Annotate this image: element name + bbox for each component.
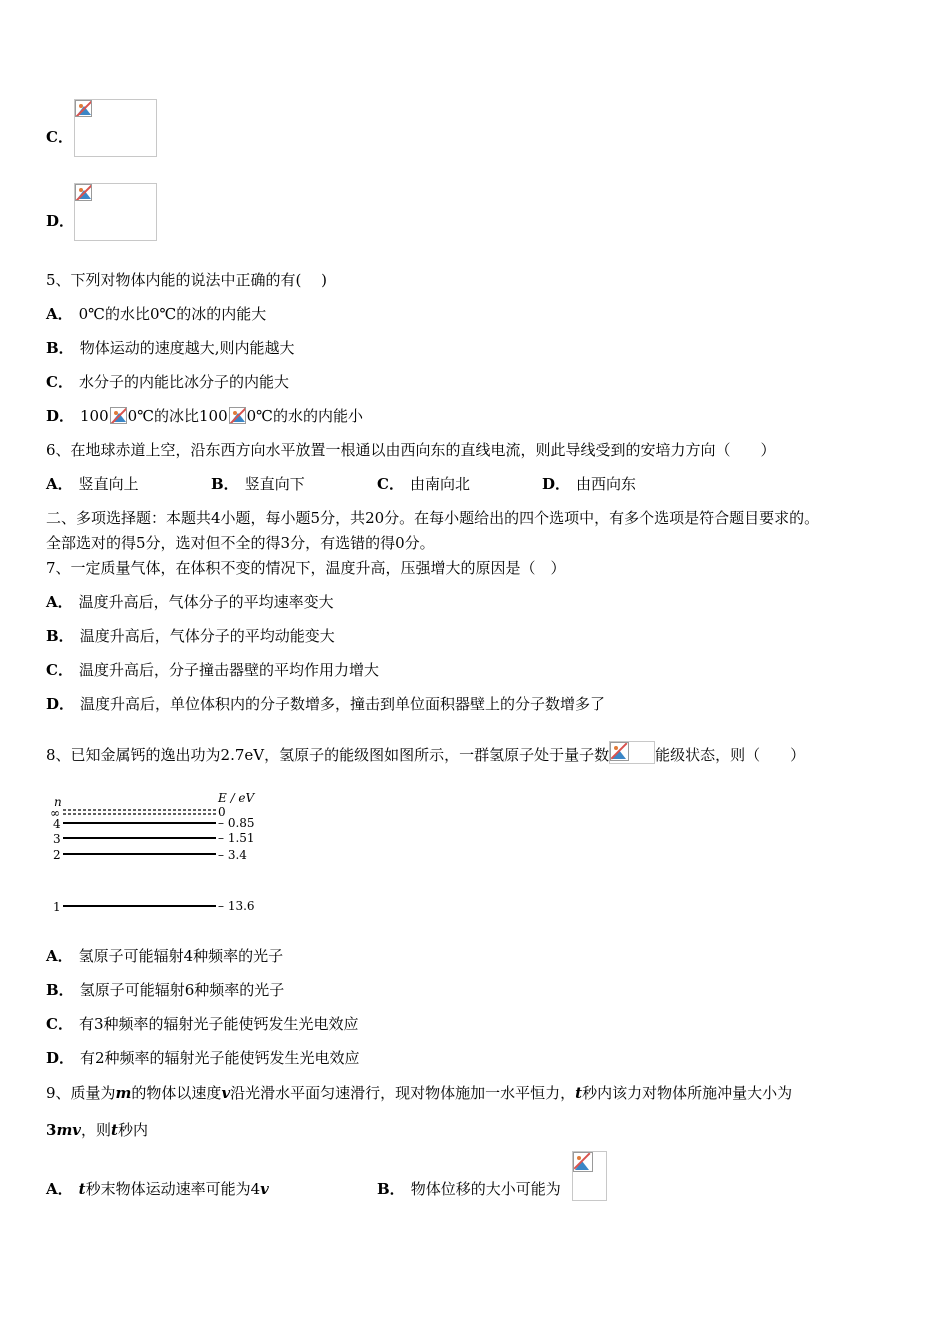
q6-stem: 6、在地球赤道上空，沿东西方向水平放置一根通以由西向东的直线电流，则此导线受到的安培力方向（ ） <box>46 441 776 459</box>
q8-option-d[interactable] <box>46 1048 360 1068</box>
option-text-1: 100 <box>80 407 109 425</box>
option-text: 水分子的内能比冰分子的内能大 <box>78 373 289 391</box>
level-n-inf: ∞ <box>50 806 60 820</box>
q8-stem-text-2: 能级状态，则（ ） <box>655 746 806 764</box>
q9-text-2: 的物体以速度 <box>131 1084 222 1102</box>
level-e-1: – 13.6 <box>218 899 255 913</box>
option-text: 物体位移的大小可能为 <box>410 1180 561 1198</box>
q7-option-b[interactable] <box>46 626 335 646</box>
q8-option-b[interactable] <box>46 980 284 1000</box>
q4-option-d-image <box>74 183 157 241</box>
diagram-n-label: n <box>54 795 62 809</box>
option-text: 有2种频率的辐射光子能使钙发生光电效应 <box>80 1049 360 1067</box>
q9-option-a[interactable] <box>46 1179 269 1199</box>
q6-option-c[interactable] <box>377 474 470 494</box>
q8-stem-image <box>609 741 655 764</box>
q9-var-m: m <box>115 1084 132 1102</box>
q6-option-b[interactable] <box>211 474 305 494</box>
q9-stem-line-1 <box>46 1083 792 1103</box>
q6-options-row <box>46 474 906 494</box>
option-label: D． <box>542 475 571 493</box>
option-text: 温度升高后，气体分子的平均速率变大 <box>78 593 334 611</box>
option-text: 0℃的水比0℃的冰的内能大 <box>78 305 267 323</box>
option-label: C． <box>377 475 404 493</box>
q4-option-c-image <box>74 99 157 157</box>
q5-stem: 5、下列对物体内能的说法中正确的有( ) <box>46 271 328 289</box>
level-n-4: 4 <box>53 817 61 831</box>
level-n-1: 1 <box>53 900 61 914</box>
q9-option-b[interactable] <box>377 1179 561 1199</box>
option-label: C． <box>46 128 73 146</box>
broken-image-icon <box>75 100 92 117</box>
option-label: A． <box>46 305 73 323</box>
q9-options-row <box>46 1179 926 1199</box>
level-e-2: – 3.4 <box>218 848 247 862</box>
level-e-inf: 0 <box>218 805 226 819</box>
q7-option-c[interactable] <box>46 660 379 680</box>
broken-image-icon <box>573 1152 593 1172</box>
option-label: A． <box>46 947 73 965</box>
option-label: D． <box>46 212 75 230</box>
option-text-3: 0℃的水的内能小 <box>246 407 363 425</box>
option-label: C． <box>46 1015 73 1033</box>
q5-option-d[interactable] <box>46 406 363 426</box>
q9-var-v: v <box>221 1084 231 1102</box>
q8-option-c[interactable] <box>46 1014 359 1034</box>
level-e-3: – 1.51 <box>218 831 255 845</box>
q9-text-4: 秒内该力对物体所施冲量大小为 <box>582 1084 793 1102</box>
q5-option-a[interactable] <box>46 304 266 324</box>
section-2-heading-line-2: 全部选对的得5分，选对但不全的得3分，有选错的得0分。 <box>46 534 435 552</box>
option-text: 物体运动的速度越大,则内能越大 <box>79 339 295 357</box>
option-text: 由西向东 <box>576 475 637 493</box>
option-label: C． <box>46 373 73 391</box>
level-n-2: 2 <box>53 848 61 862</box>
option-text: 氢原子可能辐射4种频率的光子 <box>78 947 284 965</box>
diagram-e-label: E / eV <box>218 791 255 805</box>
option-label: A． <box>46 475 73 493</box>
option-text: 温度升高后，分子撞击器壁的平均作用力增大 <box>78 661 379 679</box>
option-text-2: 0℃的冰比100 <box>127 407 228 425</box>
option-text: 温度升高后，气体分子的平均动能变大 <box>79 627 335 645</box>
broken-image-icon <box>229 407 246 424</box>
option-label: D． <box>46 407 75 425</box>
broken-image-icon <box>75 184 92 201</box>
option-text: 秒末物体运动速率可能为4 <box>85 1180 261 1198</box>
q9-option-b-image <box>572 1151 607 1201</box>
q9-a-var-v: v <box>260 1180 269 1198</box>
option-label: A． <box>46 1180 73 1198</box>
q7-option-a[interactable] <box>46 592 334 612</box>
q9-text-5: 3 <box>46 1121 57 1139</box>
q9-text-7: 秒内 <box>117 1121 148 1139</box>
q6-option-a[interactable] <box>46 474 139 494</box>
level-e-4: – 0.85 <box>218 816 255 830</box>
option-text: 有3种频率的辐射光子能使钙发生光电效应 <box>78 1015 359 1033</box>
option-text: 竖直向上 <box>78 475 139 493</box>
q8-stem-text-1: 8、已知金属钙的逸出功为2.7eV，氢原子的能级图如图所示，一群氢原子处于量子数 <box>46 746 610 764</box>
option-label: B． <box>46 339 74 357</box>
option-label: C． <box>46 661 73 679</box>
section-2-heading-line-1: 二、多项选择题：本题共4小题，每小题5分，共20分。在每小题给出的四个选项中，有多个选项是符合题目要求的。 <box>46 509 820 527</box>
q8-option-a[interactable] <box>46 946 283 966</box>
q9-var-t2: t <box>111 1121 118 1139</box>
option-label: B． <box>377 1180 405 1198</box>
option-label: D． <box>46 1049 75 1067</box>
broken-image-icon <box>110 407 127 424</box>
q9-var-t: t <box>575 1084 583 1102</box>
option-label: B． <box>46 981 74 999</box>
q5-option-b[interactable] <box>46 338 294 358</box>
q9-stem-line-2 <box>46 1120 148 1140</box>
option-text: 由南向北 <box>409 475 470 493</box>
q9-var-mv: mv <box>56 1121 82 1139</box>
energy-level-diagram <box>46 786 271 918</box>
option-label: B． <box>211 475 239 493</box>
q6-option-d[interactable] <box>542 474 636 494</box>
option-label: A． <box>46 593 73 611</box>
option-text: 氢原子可能辐射6种频率的光子 <box>79 981 285 999</box>
q9-text-1: 9、质量为 <box>46 1084 116 1102</box>
option-label: D． <box>46 695 75 713</box>
q7-option-d[interactable] <box>46 694 605 714</box>
level-n-3: 3 <box>53 832 61 846</box>
q9-text-6: ，则 <box>81 1121 112 1139</box>
option-text: 竖直向下 <box>244 475 305 493</box>
option-text: 温度升高后，单位体积内的分子数增多，撞击到单位面积器壁上的分子数增多了 <box>80 695 606 713</box>
q9-text-3: 沿光滑水平面匀速滑行，现对物体施加一水平恒力， <box>230 1084 576 1102</box>
q9-a-var-t: t <box>78 1180 86 1198</box>
q5-option-c[interactable] <box>46 372 289 392</box>
q7-stem: 7、一定质量气体，在体积不变的情况下，温度升高，压强增大的原因是（ ） <box>46 559 566 577</box>
q8-stem <box>46 741 805 765</box>
option-label: B． <box>46 627 74 645</box>
